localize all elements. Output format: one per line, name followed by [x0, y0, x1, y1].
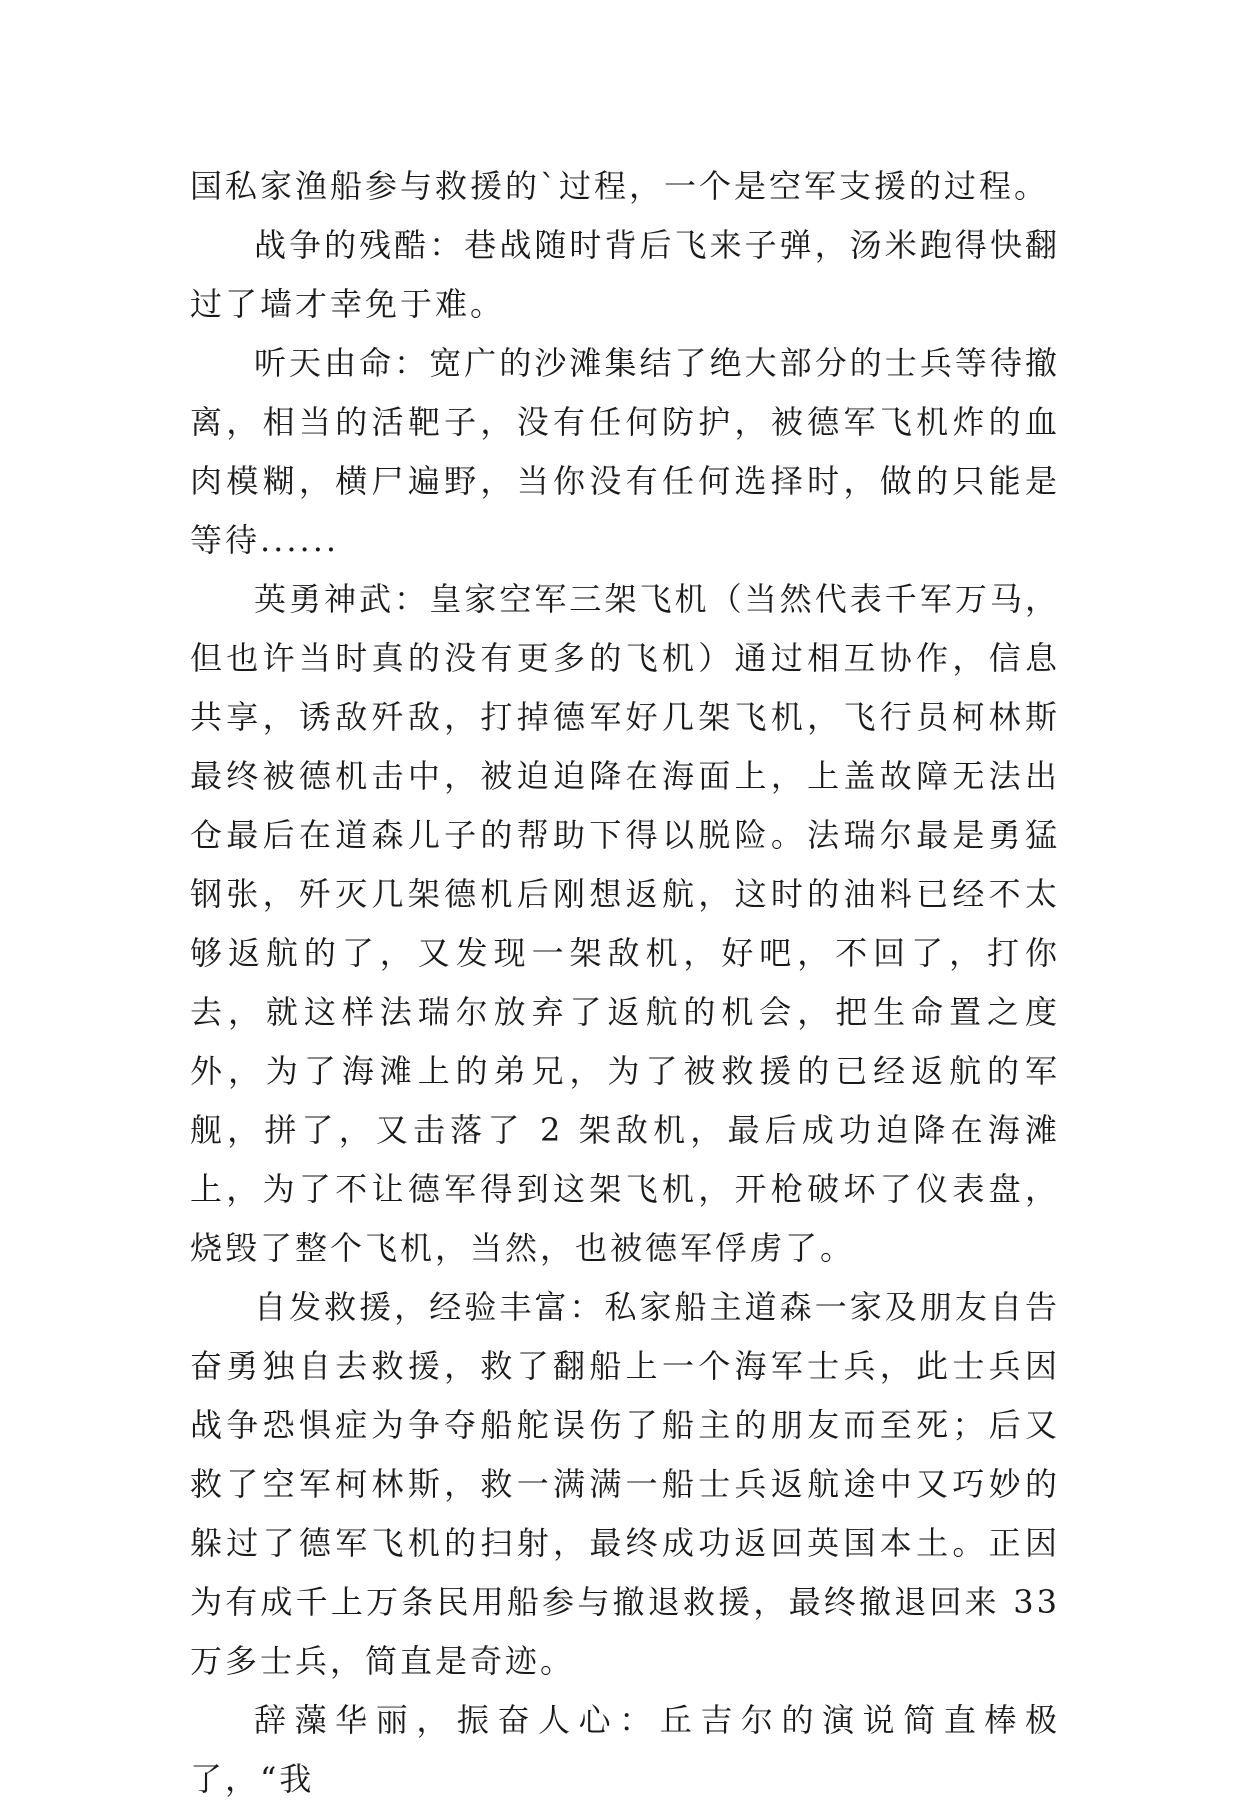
paragraph-air-force: 英勇神武：皇家空军三架飞机（当然代表千军万马，但也许当时真的没有更多的飞机）通过相互协作，信息共享，诱敌歼敌，打掉德军好几架飞机，飞行员柯林斯最终被德机击中，被迫迫降在海面上，上盖故障无法出仓最后在道森儿子的帮助下得以脱险。法瑞尔最是勇猛钢张，歼灭几架德机后刚想返航，这时的油料已经不太够返航的了，又发现一架敌机，好吧，不回了，打你去，就这样法瑞尔放弃了返航的机会，把生命置之度外，为了海滩上的弟兄，为了被救援的已经返航的军舰，拼了，又击落了 2 架敌机，最后成功迫降在海滩上，为了不让德军得到这架飞机，开枪破坏了仪表盘，烧毁了整个飞机，当然，也被德军俘虏了。: [190, 580, 1060, 1267]
paragraph-continuation: 国私家渔船参与救援的`过程，一个是空军支援的过程。: [190, 167, 1050, 205]
paragraph-fate: 听天由命：宽广的沙滩集结了绝大部分的士兵等待撤离，相当的活靶子，没有任何防护，被德军飞机炸的血肉模糊，横尸遍野，当你没有任何选择时，做的只能是等待......: [190, 344, 1060, 559]
paragraph-cruelty-of-war: 战争的残酷：巷战随时背后飞来子弹，汤米跑得快翻过了墙才幸免于难。: [190, 226, 1060, 323]
paragraph-speech: 辞藻华丽，振奋人心：丘吉尔的演说简直棒极了，“我: [190, 1701, 1060, 1798]
paragraph-civilian-rescue: 自发救援，经验丰富：私家船主道森一家及朋友自告奋勇独自去救援，救了翻船上一个海军士兵，此士兵因战争恐惧症为争夺船舵误伤了船主的朋友而至死；后又救了空军柯林斯，救一满满一船士兵返航途中又巧妙的躲过了德军飞机的扫射，最终成功返回英国本土。正因为有成千上万条民用船参与撤退救援，最终撤退回来 33 万多士兵，简直是奇迹。: [190, 1288, 1060, 1680]
document-body: [190, 157, 1060, 1809]
